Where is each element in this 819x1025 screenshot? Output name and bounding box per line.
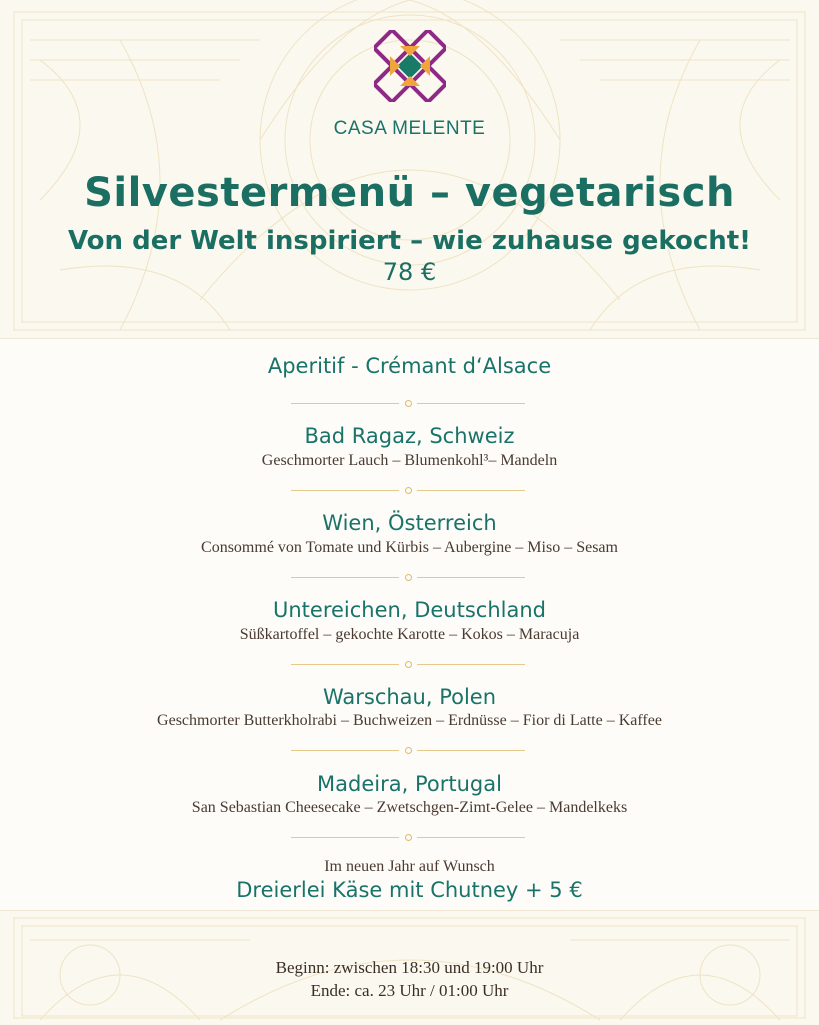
addon-intro: Im neuen Jahr auf Wunsch	[324, 858, 495, 875]
divider-dot-icon	[405, 400, 412, 407]
divider	[0, 659, 819, 671]
divider	[0, 745, 819, 757]
course-description: San Sebastian Cheesecake – Zwetschgen-Zimt-Gelee – Mandelkeks	[191, 799, 628, 816]
divider	[0, 832, 819, 844]
casa-melente-logo	[374, 30, 446, 102]
aperitif: Aperitif - Crémant d‘Alsace	[267, 354, 552, 378]
divider	[0, 572, 819, 584]
end-time: Ende: ca. 23 Uhr / 01:00 Uhr	[310, 981, 509, 1000]
addon-cheese: Dreierlei Käse mit Chutney + 5 €	[236, 878, 583, 902]
course-title: Wien, Österreich	[322, 511, 497, 535]
divider-dot-icon	[405, 487, 412, 494]
brand-name: CASA MELENTE	[333, 118, 486, 139]
divider-dot-icon	[405, 747, 412, 754]
course-description: Süßkartoffel – gekochte Karotte – Kokos – Maracuja	[239, 626, 580, 643]
menu-price: 78 €	[382, 258, 437, 286]
begin-time: Beginn: zwischen 18:30 und 19:00 Uhr	[275, 958, 544, 977]
menu-title: Silvestermenü – vegetarisch	[84, 170, 735, 216]
divider	[0, 485, 819, 497]
course-description: Consommé von Tomate und Kürbis – Aubergine – Miso – Sesam	[201, 539, 618, 556]
course-description: Geschmorter Butterkholrabi – Buchweizen – Erdnüsse – Fior di Latte – Kaffee	[157, 712, 662, 729]
course-title: Untereichen, Deutschland	[273, 598, 546, 622]
divider-dot-icon	[405, 834, 412, 841]
course-description: Geschmorter Lauch – Blumenkohl³– Mandeln	[261, 452, 558, 469]
divider	[0, 398, 819, 410]
menu-subtitle: Von der Welt inspiriert – wie zuhause gekocht!	[67, 226, 752, 256]
divider-dot-icon	[405, 661, 412, 668]
course-title: Warschau, Polen	[322, 685, 497, 709]
course-title: Madeira, Portugal	[317, 772, 502, 796]
divider-dot-icon	[405, 574, 412, 581]
course-title: Bad Ragaz, Schweiz	[304, 424, 515, 448]
